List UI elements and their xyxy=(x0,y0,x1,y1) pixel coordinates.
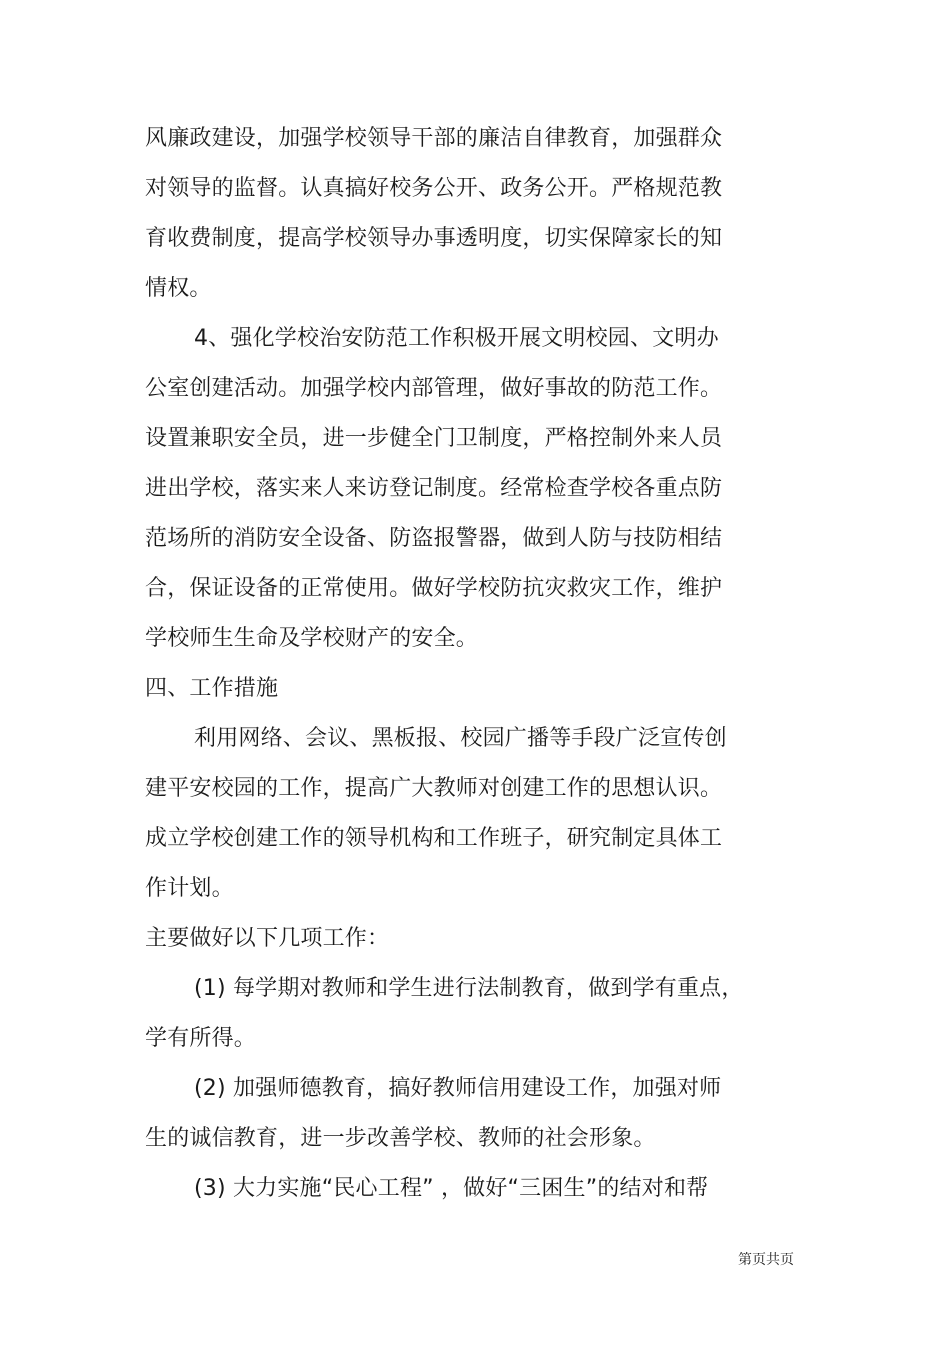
list-item-line: (1) 每学期对教师和学生进行法制教育，做到学有重点， xyxy=(194,976,744,1001)
text-line: 风廉政建设，加强学校领导干部的廉洁自律教育，加强群众 xyxy=(145,126,723,151)
text-line: 对领导的监督。认真搞好校务公开、政务公开。严格规范教 xyxy=(145,176,723,201)
text-line: 范场所的消防安全设备、防盗报警器，做到人防与技防相结 xyxy=(145,526,723,551)
text-line: 情权。 xyxy=(145,276,212,301)
text-line: 进出学校，落实来人来访登记制度。经常检查学校各重点防 xyxy=(145,476,723,501)
text-line: 成立学校创建工作的领导机构和工作班子，研究制定具体工 xyxy=(145,826,723,851)
page-footer: 第页共页 xyxy=(738,1252,794,1268)
list-item-line: 生的诚信教育，进一步改善学校、教师的社会形象。 xyxy=(145,1126,656,1151)
text-line: 4、强化学校治安防范工作积极开展文明校园、文明办 xyxy=(194,326,719,351)
text-line: 建平安校园的工作，提高广大教师对创建工作的思想认识。 xyxy=(145,776,723,801)
text-line: 利用网络、会议、黑板报、校园广播等手段广泛宣传创 xyxy=(194,726,727,751)
text-line: 设置兼职安全员，进一步健全门卫制度，严格控制外来人员 xyxy=(145,426,723,451)
text-line: 公室创建活动。加强学校内部管理，做好事故的防范工作。 xyxy=(145,376,723,401)
text-line: 育收费制度，提高学校领导办事透明度，切实保障家长的知 xyxy=(145,226,723,251)
text-line: 作计划。 xyxy=(145,876,234,901)
text-line: 学校师生生命及学校财产的安全。 xyxy=(145,626,479,651)
text-line: 主要做好以下几项工作： xyxy=(145,926,390,951)
list-item-line: 学有所得。 xyxy=(145,1026,257,1051)
section-heading: 四、工作措施 xyxy=(145,676,279,701)
list-item-line: (3) 大力实施“民心工程” ，做好“三困生”的结对和帮 xyxy=(194,1176,709,1201)
list-item-line: (2) 加强师德教育，搞好教师信用建设工作，加强对师 xyxy=(194,1076,722,1101)
text-line: 合，保证设备的正常使用。做好学校防抗灾救灾工作，维护 xyxy=(145,576,723,601)
